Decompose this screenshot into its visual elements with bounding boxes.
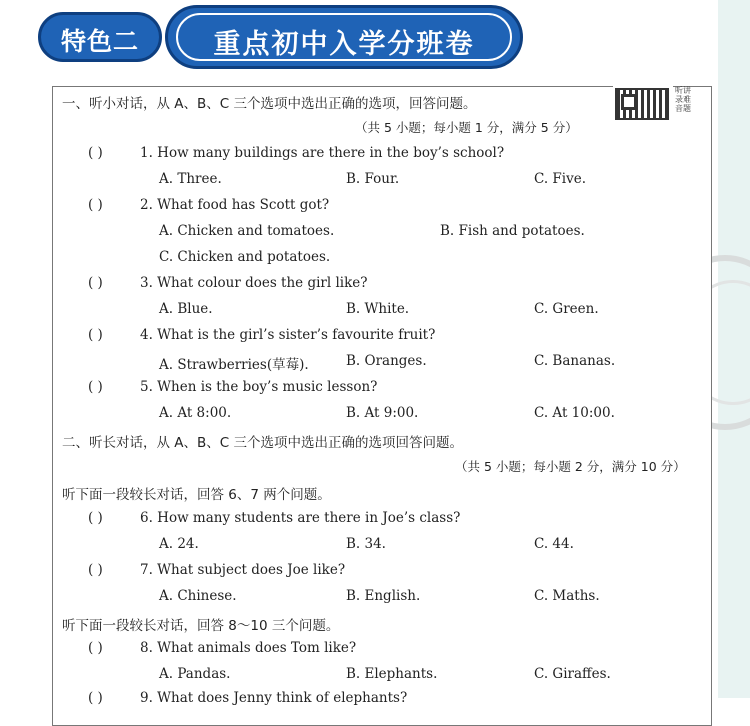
q4-option-c: C. Bananas. bbox=[534, 353, 616, 369]
question-8: 8. What animals does Tom like? bbox=[140, 640, 357, 656]
section1-score: （共 5 小题；每小题 1 分，满分 5 分） bbox=[355, 120, 578, 135]
q1-option-c: C. Five. bbox=[534, 171, 587, 187]
answer-bracket[interactable]: ( ) bbox=[88, 197, 103, 213]
q8-option-a: A. Pandas. bbox=[159, 666, 231, 682]
qr-code[interactable] bbox=[613, 86, 673, 122]
answer-bracket[interactable]: ( ) bbox=[88, 145, 103, 161]
q2-option-c: C. Chicken and potatoes. bbox=[159, 249, 331, 265]
q6-option-b: B. 34. bbox=[346, 536, 386, 552]
question-5: 5. When is the boy’s music lesson? bbox=[140, 379, 378, 395]
answer-bracket[interactable]: ( ) bbox=[88, 640, 103, 656]
question-3: 3. What colour does the girl like? bbox=[140, 275, 368, 291]
answer-bracket[interactable]: ( ) bbox=[88, 275, 103, 291]
q6-option-a: A. 24. bbox=[159, 536, 199, 552]
question-9: 9. What does Jenny think of elephants? bbox=[140, 690, 408, 706]
q4-option-a: A. Strawberries(草莓). bbox=[159, 357, 309, 373]
q3-option-a: A. Blue. bbox=[159, 301, 213, 317]
q7-option-a: A. Chinese. bbox=[159, 588, 237, 604]
question-6: 6. How many students are there in Joe’s class? bbox=[140, 510, 461, 526]
question-1: 1. How many buildings are there in the boy’s school? bbox=[140, 145, 505, 161]
q8-option-b: B. Elephants. bbox=[346, 666, 438, 682]
qr-label: 听讲录难音题 bbox=[675, 86, 691, 113]
feature-tag-label: 特色二 bbox=[60, 27, 139, 56]
section2-instruction-2: 听下面一段较长对话，回答 8～10 三个问题。 bbox=[62, 618, 340, 634]
answer-bracket[interactable]: ( ) bbox=[88, 510, 103, 526]
q6-option-c: C. 44. bbox=[534, 536, 574, 552]
q7-option-b: B. English. bbox=[346, 588, 421, 604]
header-banner bbox=[0, 0, 750, 75]
answer-bracket[interactable]: ( ) bbox=[88, 327, 103, 343]
q2-option-a: A. Chicken and tomatoes. bbox=[159, 223, 335, 239]
answer-bracket[interactable]: ( ) bbox=[88, 690, 103, 706]
question-7: 7. What subject does Joe like? bbox=[140, 562, 346, 578]
section2-title: 二、听长对话，从 A、B、C 三个选项中选出正确的选项回答问题。 bbox=[62, 435, 464, 451]
answer-bracket[interactable]: ( ) bbox=[88, 379, 103, 395]
answer-bracket[interactable]: ( ) bbox=[88, 562, 103, 578]
q7-option-c: C. Maths. bbox=[534, 588, 600, 604]
feature-tag bbox=[38, 12, 162, 62]
q3-option-b: B. White. bbox=[346, 301, 410, 317]
q5-option-c: C. At 10:00. bbox=[534, 405, 615, 421]
q3-option-c: C. Green. bbox=[534, 301, 599, 317]
q1-option-a: A. Three. bbox=[159, 171, 222, 187]
qr-code-icon bbox=[615, 88, 669, 120]
question-4: 4. What is the girl’s sister’s favourite fruit? bbox=[140, 327, 436, 343]
q5-option-a: A. At 8:00. bbox=[159, 405, 232, 421]
page-title: 重点初中入学分班卷 bbox=[213, 29, 475, 60]
question-2: 2. What food has Scott got? bbox=[140, 197, 330, 213]
q8-option-c: C. Giraffes. bbox=[534, 666, 611, 682]
q1-option-b: B. Four. bbox=[346, 171, 400, 187]
q5-option-b: B. At 9:00. bbox=[346, 405, 419, 421]
q4-option-b: B. Oranges. bbox=[346, 353, 427, 369]
q2-option-b: B. Fish and potatoes. bbox=[440, 223, 585, 239]
section1-title: 一、听小对话，从 A、B、C 三个选项中选出正确的选项，回答问题。 bbox=[62, 96, 477, 112]
section2-score: （共 5 小题；每小题 2 分，满分 10 分） bbox=[455, 459, 686, 474]
section2-instruction-1: 听下面一段较长对话，回答 6、7 两个问题。 bbox=[62, 487, 331, 503]
title-banner bbox=[165, 5, 523, 69]
